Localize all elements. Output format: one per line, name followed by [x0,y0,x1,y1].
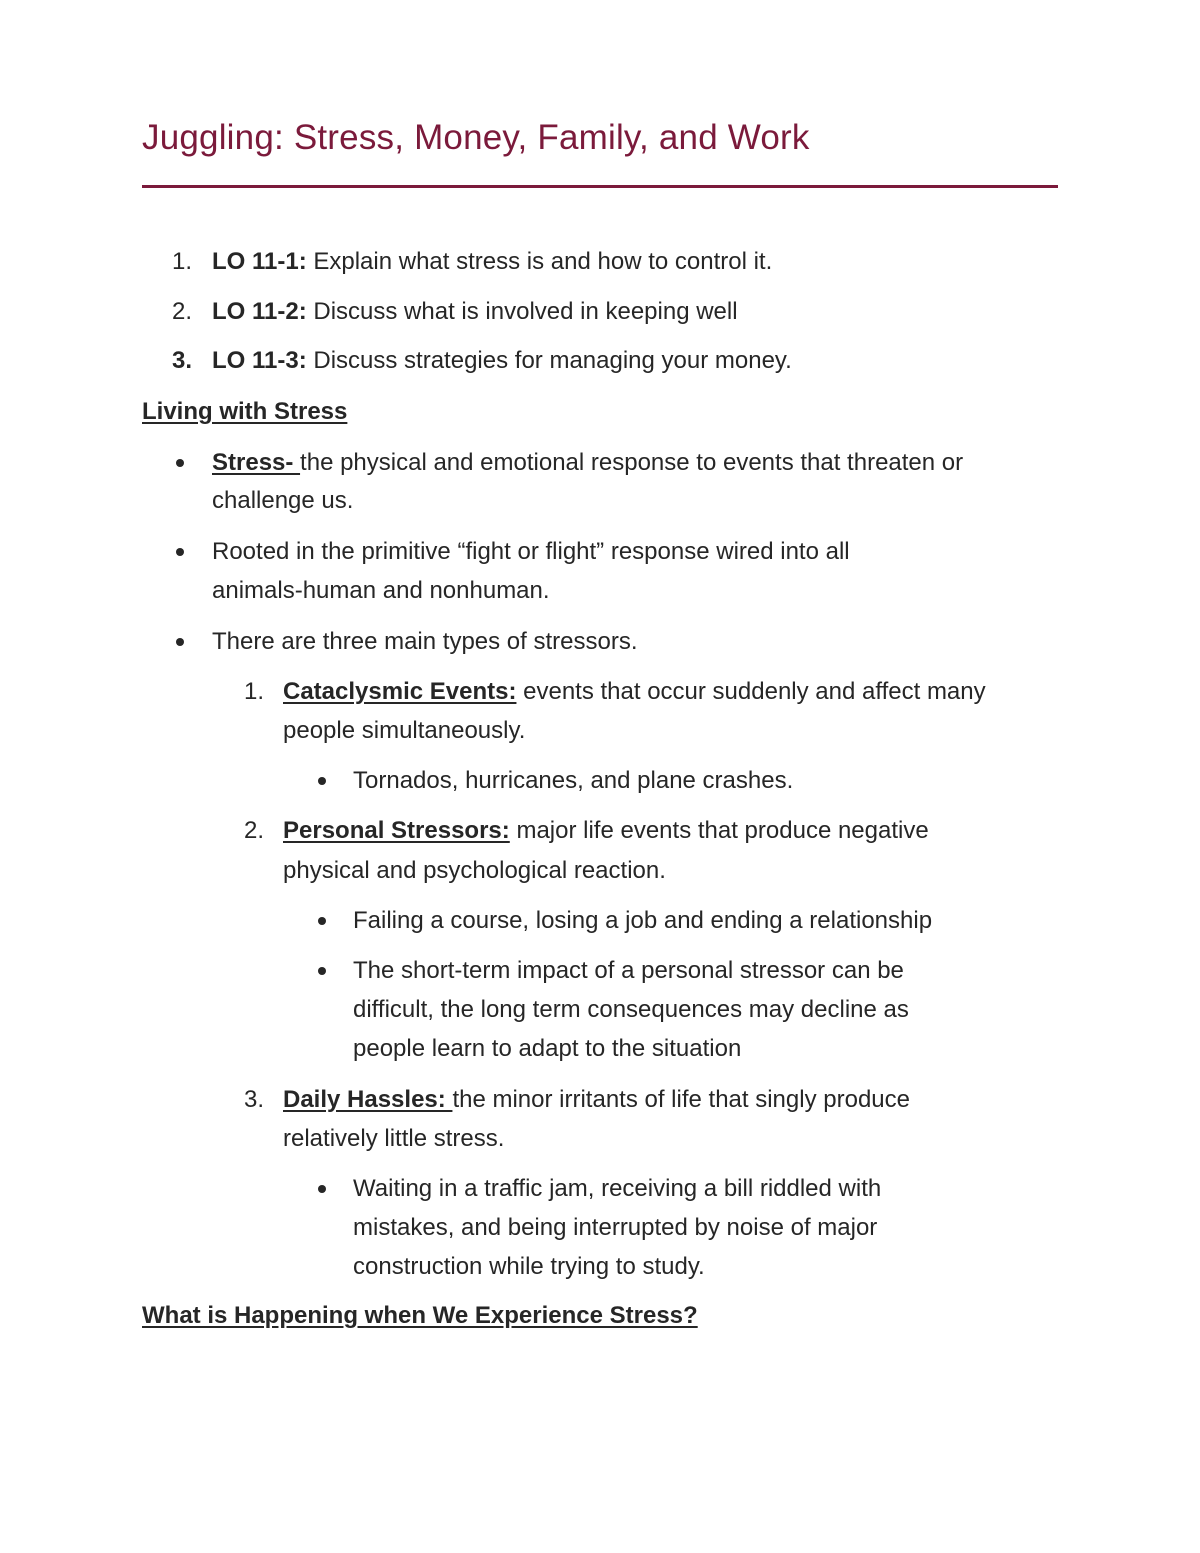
term-stress: Stress- [212,449,301,476]
objective-number: 2. [172,298,193,325]
term-personal-stressors: Personal Stressors: [283,817,510,844]
bullet-icon [176,548,184,556]
definition-text: major life events that produce negative [509,817,929,844]
bullet-icon [318,777,326,785]
bullet-icon [318,1185,326,1193]
objective-number: 1. [172,248,193,275]
objective-item [212,247,772,277]
objective-code: LO 11-3: [212,347,307,374]
example-item-continued: construction while trying to study. [353,1253,705,1280]
list-item-continued: animals-human and nonhuman. [212,577,550,604]
objective-code: LO 11-2: [212,298,307,325]
bullet-icon [318,917,326,925]
example-item: Waiting in a traffic jam, receiving a bill riddled with [353,1175,882,1202]
example-item-continued: mistakes, and being interrupted by noise of major [353,1214,878,1241]
definition-text: people simultaneously. [283,717,526,744]
objective-item [212,346,792,376]
term-daily-hassles: Daily Hassles: [283,1086,453,1113]
objective-text: Explain what stress is and how to control it. [306,248,773,275]
objective-number: 3. [172,347,193,374]
definition-text: relatively little stress. [283,1125,505,1152]
objective-text: Discuss strategies for managing your money. [306,347,792,374]
list-item [212,448,963,478]
type-number: 2. [244,817,265,844]
type-item [283,1085,910,1115]
example-item-continued: difficult, the long term consequences may decline as [353,996,909,1023]
page-title: Juggling: Stress, Money, Family, and Work [142,118,810,157]
definition-text: events that occur suddenly and affect many [516,678,986,705]
example-item-continued: people learn to adapt to the situation [353,1035,742,1062]
type-number: 3. [244,1086,265,1113]
objective-code: LO 11-1: [212,248,307,275]
objective-item [212,297,738,327]
example-item: The short-term impact of a personal stressor can be [353,957,904,984]
type-item [283,677,986,707]
term-cataclysmic-events: Cataclysmic Events: [283,678,517,705]
type-number: 1. [244,678,265,705]
example-item: Tornados, hurricanes, and plane crashes. [353,767,794,794]
bullet-icon [176,459,184,467]
section-heading-what-is-happening: What is Happening when We Experience Stress? [142,1302,698,1329]
type-item [283,816,929,846]
definition-text: the minor irritants of life that singly produce [452,1086,910,1113]
list-item: There are three main types of stressors. [212,628,638,655]
example-item: Failing a course, losing a job and ending a relationship [353,907,933,934]
definition-text: challenge us. [212,487,354,514]
title-divider [142,185,1058,188]
definition-text: physical and psychological reaction. [283,857,666,884]
list-item: Rooted in the primitive “fight or flight” response wired into all [212,538,850,565]
objective-text: Discuss what is involved in keeping well [306,298,738,325]
section-heading-living-with-stress: Living with Stress [142,398,348,425]
bullet-icon [176,638,184,646]
bullet-icon [318,967,326,975]
definition-text: the physical and emotional response to events that threaten or [300,449,964,476]
